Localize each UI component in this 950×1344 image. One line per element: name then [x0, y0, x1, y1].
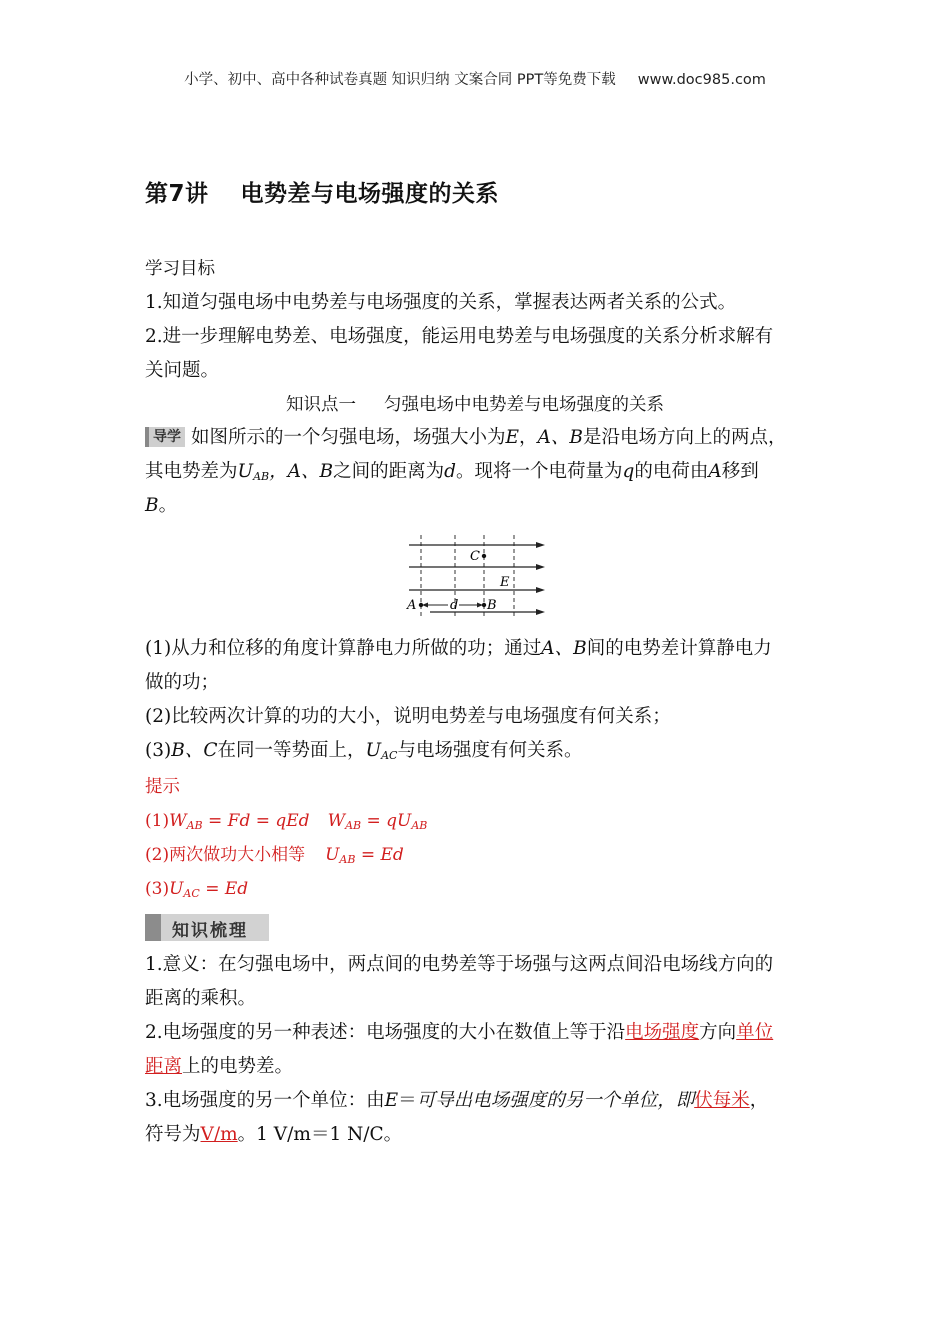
kp-label: 知识点一 — [286, 395, 356, 415]
guide-line-3 — [145, 489, 177, 523]
lesson-title: 电势差与电场强度的关系 — [240, 181, 500, 207]
symbol-U: U — [237, 461, 254, 482]
subscript-AB: AB — [253, 470, 270, 483]
question-text: 在同一等势面上， — [217, 740, 366, 761]
summary-3-line1 — [145, 1084, 768, 1118]
summary-text: ， — [749, 1090, 769, 1111]
arrowhead — [536, 564, 545, 570]
guide-line-2 — [145, 455, 759, 494]
summary-1-line2: 距离的乘积。 — [145, 988, 257, 1009]
section-title: 知识梳理 — [172, 921, 248, 941]
answer-text: 两次做功大小相等 — [169, 845, 306, 865]
symbol-U: U — [325, 845, 340, 865]
symbol-B-C: B、C — [171, 740, 218, 761]
symbol-A-B: ，A、B — [269, 461, 334, 482]
objective-item-1: 1.知道匀强电场中电势差与电场强度的关系，掌握表达两者关系的公式。 — [145, 292, 737, 313]
fill-blank: 电场强度 — [625, 1022, 700, 1043]
subscript-AB: AB — [345, 819, 362, 832]
question-1-line1 — [145, 632, 772, 666]
label-A: A — [407, 598, 417, 613]
point-C — [482, 554, 486, 558]
summary-text: ＝ — [398, 1090, 417, 1111]
arrowhead — [536, 587, 545, 593]
hint-heading: 提示 — [145, 777, 180, 797]
symbol-U: U — [169, 879, 184, 899]
symbol-W: W — [327, 811, 346, 831]
symbol-E: E — [384, 1090, 399, 1111]
summary-text: 2.电场强度的另一种表述：电场强度的大小在数值上等于沿 — [145, 1022, 626, 1043]
page-title — [145, 175, 499, 208]
summary-2-line1 — [145, 1016, 773, 1050]
answer-equation: = qU — [361, 811, 412, 831]
symbol-A-B: A、B — [541, 638, 587, 659]
header-text: 小学、初中、高中各种试卷真题 知识归纳 文案合同 PPT等免费下载 — [184, 72, 616, 88]
subscript-AB: AB — [339, 853, 356, 866]
label-C: C — [470, 549, 480, 564]
symbol-d: d — [444, 461, 456, 482]
symbol-B: B — [145, 495, 159, 516]
answer-equation: = Ed — [355, 845, 404, 865]
arrowhead — [536, 609, 545, 615]
question-text: 间的电势差计算静电力 — [586, 638, 772, 659]
objective-item-2-line1: 2.进一步理解电势差、电场强度，能运用电势差与电场强度的关系分析求解有 — [145, 326, 774, 347]
symbol-U: U — [365, 740, 382, 761]
summary-text: 可导出电场强度的另一个单位，即 — [416, 1090, 695, 1111]
subscript-AC: AC — [381, 749, 398, 762]
subscript-AB: AB — [186, 819, 203, 832]
guide-text: 如图所示的一个匀强电场，场强大小为 — [191, 427, 506, 448]
question-text: (3) — [145, 740, 172, 761]
hint-answer-3 — [145, 872, 248, 911]
symbol-E: E — [505, 427, 520, 448]
answer-text: (3) — [145, 879, 170, 899]
objectives-heading: 学习目标 — [145, 259, 215, 279]
symbol-A: A — [708, 461, 722, 482]
summary-text: 方向 — [699, 1022, 737, 1043]
page-header — [0, 68, 950, 89]
fill-blank: 伏每米 — [694, 1090, 750, 1111]
answer-text: (1) — [145, 811, 170, 831]
objective-item-2-line2: 关问题。 — [145, 360, 220, 381]
question-3 — [145, 734, 582, 773]
subscript-AC: AC — [183, 887, 200, 900]
kp-title: 匀强电场中电势差与电场强度的关系 — [384, 395, 664, 415]
symbol-q: q — [622, 461, 635, 482]
guide-badge: 导学 — [145, 427, 185, 447]
guide-text: 的电荷由 — [634, 461, 709, 482]
question-2: (2)比较两次计算的功的大小，说明电势差与电场强度有何关系； — [145, 706, 671, 727]
question-text: (1)从力和位移的角度计算静电力所做的功；通过 — [145, 638, 542, 659]
point-B — [482, 603, 486, 607]
summary-1-line1: 1.意义：在匀强电场中，两点间的电势差等于场强与这两点间沿电场线方向的 — [145, 954, 774, 975]
summary-text: 3.电场强度的另一个单位：由 — [145, 1090, 385, 1111]
label-B: B — [487, 598, 497, 613]
symbol-W: W — [169, 811, 187, 831]
subscript-AB: AB — [411, 819, 428, 832]
arrowhead — [536, 542, 545, 548]
fill-blank: V/m — [200, 1124, 238, 1145]
summary-text: 。1 V/m＝1 N/C。 — [237, 1124, 403, 1145]
guide-text: 其电势差为 — [145, 461, 238, 482]
question-text: 与电场强度有何关系。 — [397, 740, 583, 761]
summary-text: 上的电势差。 — [182, 1056, 294, 1077]
guide-text: 。现将一个电荷量为 — [455, 461, 623, 482]
answer-text: (2) — [145, 845, 170, 865]
section-strip — [145, 914, 161, 941]
section-header-knowledge — [145, 914, 269, 941]
label-E: E — [500, 575, 510, 590]
question-1-line2: 做的功； — [145, 672, 220, 693]
field-arrowheads — [536, 542, 545, 615]
guide-text: ， — [519, 427, 538, 448]
summary-3-line2 — [145, 1118, 402, 1152]
knowledge-point-heading — [0, 391, 950, 416]
fill-blank: 单位 — [736, 1022, 774, 1043]
lesson-number: 第7讲 — [145, 181, 209, 207]
fill-blank: 距离 — [145, 1056, 183, 1077]
guide-line-1 — [145, 421, 787, 455]
symbol-A-B: A、B — [537, 427, 584, 448]
field-diagram — [400, 535, 550, 620]
answer-equation: = Ed — [199, 879, 249, 899]
header-url[interactable]: www.doc985.com — [637, 72, 766, 88]
guide-text: 是沿电场方向上的两点， — [583, 427, 787, 448]
label-d: d — [450, 598, 459, 613]
guide-text: 移到 — [721, 461, 759, 482]
guide-text: 之间的距离为 — [333, 461, 445, 482]
distance-arrow-left — [422, 603, 428, 608]
summary-text: 符号为 — [145, 1124, 201, 1145]
summary-2-line2 — [145, 1050, 293, 1084]
guide-text: 。 — [158, 495, 178, 516]
answer-equation: = Fd = qEd — [202, 811, 310, 831]
